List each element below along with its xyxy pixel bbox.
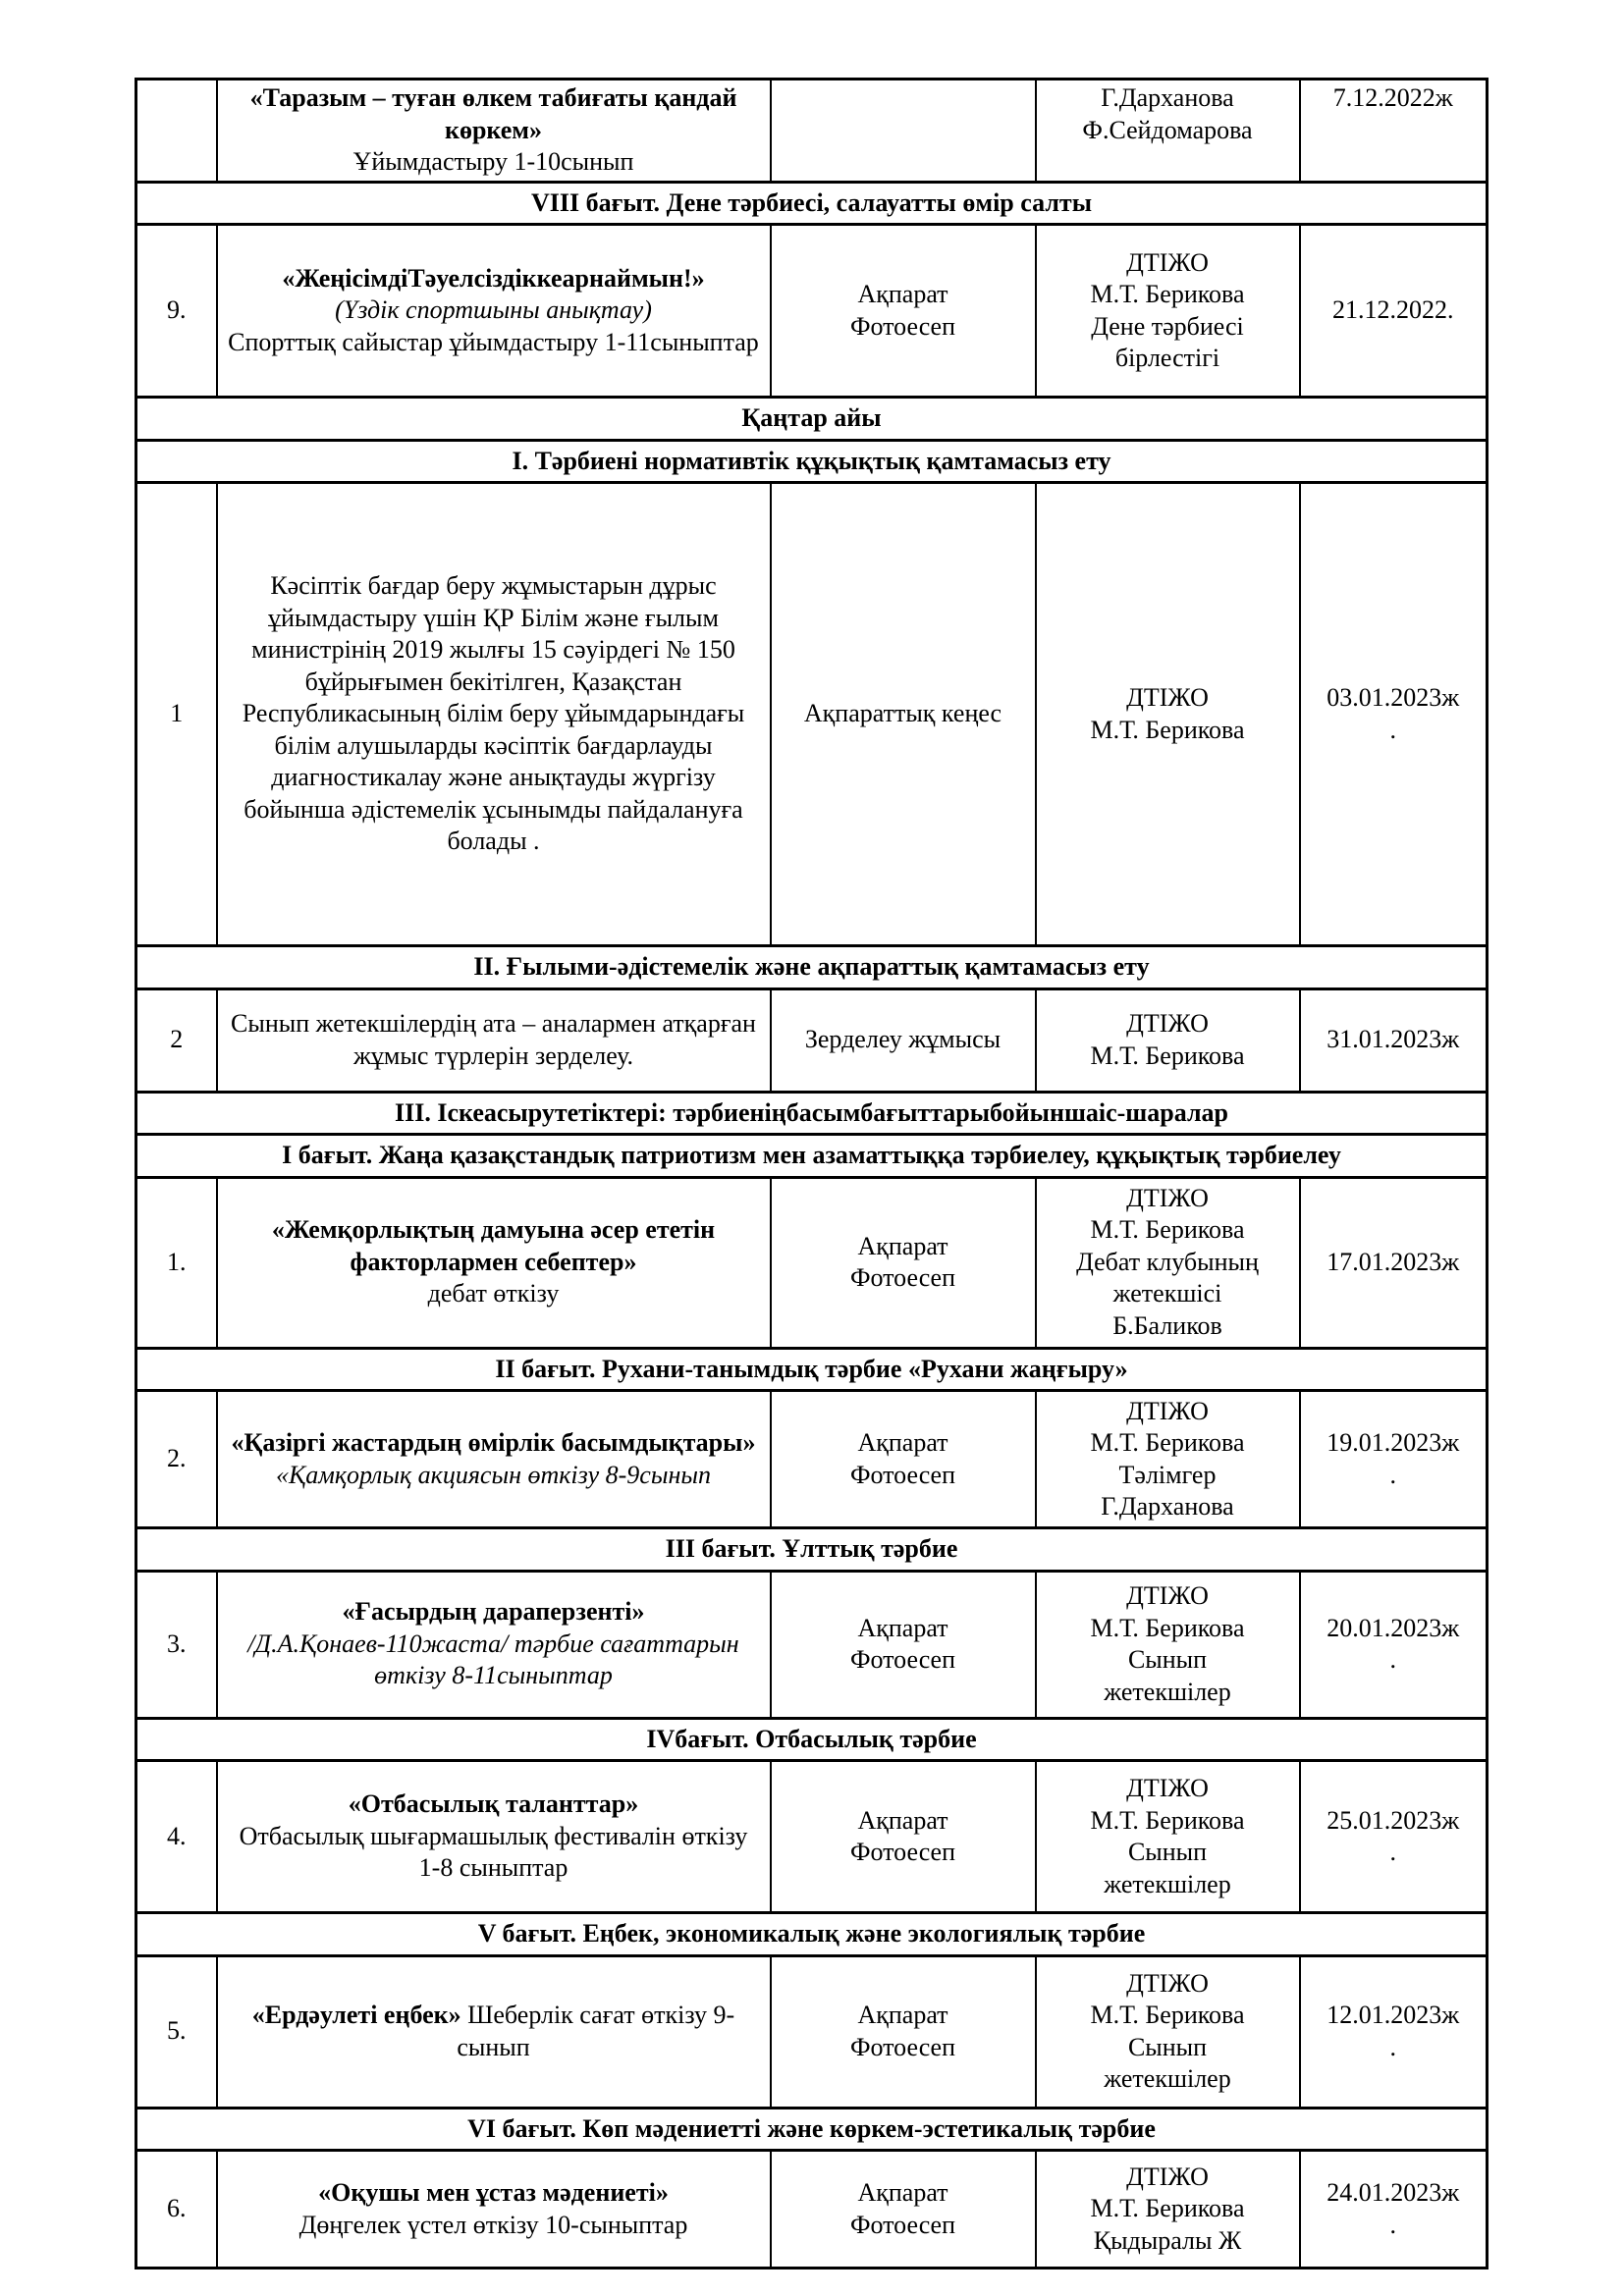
date-line: 19.01.2023ж bbox=[1326, 1428, 1460, 1457]
item-row bbox=[136, 1391, 1488, 1528]
section-title: І. Тәрбиені нормативтік құқықтық қамтамасыз ету bbox=[136, 440, 1488, 483]
responsible-line: М.Т. Берикова bbox=[1090, 1428, 1245, 1457]
responsible-line: ДТІЖО bbox=[1126, 1774, 1209, 1802]
event-line bbox=[224, 1278, 764, 1310]
format-cell bbox=[771, 225, 1036, 398]
event-text-segment: Ұйымдастыру 1-10сынып bbox=[352, 147, 634, 176]
event-text-segment: 1-8 сыныптар bbox=[418, 1853, 568, 1883]
responsible-line: жетекшісі bbox=[1112, 1279, 1222, 1308]
section-title: І бағыт. Жаңа қазақстандық патриотизм мен азаматтыққа тәрбиелеу, құқықтық тәрбиелеу bbox=[136, 1135, 1488, 1178]
format-cell bbox=[771, 1955, 1036, 2108]
format-cell bbox=[771, 2151, 1036, 2269]
date-line: . bbox=[1389, 2210, 1396, 2239]
responsible-line: М.Т. Берикова bbox=[1090, 1215, 1245, 1245]
format-line: Ақпарат bbox=[857, 1428, 948, 1457]
event-line bbox=[224, 1596, 764, 1629]
format-line: Фотоесеп bbox=[849, 1645, 956, 1674]
date-cell bbox=[1300, 1761, 1488, 1913]
event-cell bbox=[217, 2151, 771, 2269]
item-row bbox=[136, 483, 1488, 946]
date-line: 03.01.2023ж bbox=[1326, 683, 1460, 712]
event-text-segment: дебат өткізу bbox=[427, 1279, 560, 1308]
format-line: Фотоесеп bbox=[849, 1263, 956, 1292]
event-text-segment: Спорттық сайыстар ұйымдастыру 1-11сыныптар bbox=[228, 327, 759, 356]
section-title: V бағыт. Еңбек, экономикалық және экологиялық тәрбие bbox=[136, 1913, 1488, 1956]
responsible-line: жетекшілер bbox=[1104, 2064, 1231, 2093]
responsible-line: М.Т. Берикова bbox=[1090, 1041, 1245, 1070]
format-cell bbox=[771, 80, 1036, 183]
event-text-segment: Шеберлік сағат өткізу 9-сынып bbox=[457, 2001, 735, 2061]
row-number-cell: 2 bbox=[136, 988, 217, 1092]
format-line: Ақпарат bbox=[857, 1231, 948, 1260]
event-line bbox=[224, 1427, 764, 1491]
date-line: . bbox=[1389, 2032, 1396, 2061]
section-row bbox=[136, 1528, 1488, 1572]
responsible-line: жетекшілер bbox=[1104, 1869, 1231, 1898]
responsible-line: Г.Дарханова bbox=[1101, 83, 1234, 112]
item-row bbox=[136, 988, 1488, 1092]
date-cell bbox=[1300, 1955, 1488, 2108]
section-row bbox=[136, 1092, 1488, 1135]
date-line: 25.01.2023ж bbox=[1326, 1805, 1460, 1835]
item-row bbox=[136, 2151, 1488, 2269]
section-row bbox=[136, 1348, 1488, 1391]
date-cell bbox=[1300, 80, 1488, 183]
format-cell bbox=[771, 988, 1036, 1092]
row-number-cell: 1 bbox=[136, 483, 217, 946]
row-number-cell: 3. bbox=[136, 1571, 217, 1718]
responsible-cell bbox=[1036, 483, 1300, 946]
responsible-line: М.Т. Берикова bbox=[1090, 715, 1245, 744]
responsible-line: ДТІЖО bbox=[1126, 1968, 1209, 1998]
responsible-line: М.Т. Берикова bbox=[1090, 2194, 1245, 2223]
event-text-segment: Отбасылық шығармашылық фестивалін өткізу bbox=[239, 1821, 748, 1850]
format-line: Ақпарат bbox=[857, 2001, 948, 2029]
section-row bbox=[136, 1135, 1488, 1178]
event-line bbox=[224, 2177, 764, 2210]
date-line: 7.12.2022ж bbox=[1332, 83, 1453, 112]
format-cell bbox=[771, 1177, 1036, 1348]
event-line bbox=[224, 570, 764, 858]
responsible-line: ДТІЖО bbox=[1126, 1183, 1209, 1212]
event-cell bbox=[217, 1761, 771, 1913]
event-line bbox=[224, 327, 764, 359]
format-line: Ақпарат bbox=[857, 1613, 948, 1642]
date-cell bbox=[1300, 1177, 1488, 1348]
responsible-line: Ф.Сейдомарова bbox=[1082, 115, 1253, 144]
event-line bbox=[224, 294, 764, 327]
format-cell bbox=[771, 483, 1036, 946]
event-cell bbox=[217, 1177, 771, 1348]
format-cell bbox=[771, 1571, 1036, 1718]
responsible-line: Дене тәрбиесі bbox=[1091, 311, 1244, 341]
row-number-cell: 1. bbox=[136, 1177, 217, 1348]
responsible-cell bbox=[1036, 1761, 1300, 1913]
responsible-line: М.Т. Берикова bbox=[1090, 2001, 1245, 2029]
section-title: Қаңтар айы bbox=[136, 398, 1488, 441]
event-cell bbox=[217, 483, 771, 946]
section-row bbox=[136, 182, 1488, 225]
format-line: Ақпарат bbox=[857, 280, 948, 308]
responsible-line: ДТІЖО bbox=[1126, 1581, 1209, 1610]
section-title: VI бағыт. Көп мәдениетті және көркем-эстетикалық тәрбие bbox=[136, 2108, 1488, 2151]
format-line: Фотоесеп bbox=[849, 2032, 956, 2061]
format-line: Ақпарат bbox=[857, 2178, 948, 2207]
section-row bbox=[136, 398, 1488, 441]
format-line: Ақпарат bbox=[857, 1805, 948, 1835]
event-text-segment: «ЖеңісімдіТәуелсіздіккеарнаймын!» bbox=[282, 263, 705, 293]
date-line: . bbox=[1389, 1645, 1396, 1674]
event-line bbox=[224, 146, 764, 179]
date-cell bbox=[1300, 1391, 1488, 1528]
responsible-line: ДТІЖО bbox=[1126, 247, 1209, 277]
date-line: 12.01.2023ж bbox=[1326, 2001, 1460, 2029]
date-cell bbox=[1300, 2151, 1488, 2269]
event-cell bbox=[217, 1955, 771, 2108]
event-text-segment: «Қазіргі жастардың өмірлік басымдықтары» bbox=[231, 1428, 756, 1457]
date-line: 17.01.2023ж bbox=[1326, 1247, 1460, 1276]
event-cell bbox=[217, 1571, 771, 1718]
date-cell bbox=[1300, 225, 1488, 398]
event-cell bbox=[217, 80, 771, 183]
responsible-line: ДТІЖО bbox=[1126, 683, 1209, 712]
format-line: Фотоесеп bbox=[849, 311, 956, 341]
event-line bbox=[224, 2000, 764, 2063]
item-row bbox=[136, 225, 1488, 398]
item-row bbox=[136, 1177, 1488, 1348]
responsible-cell bbox=[1036, 1955, 1300, 2108]
event-text-segment: Кәсіптік бағдар беру жұмыстарын дұрыс ұйымдастыру үшін ҚР Білім және ғылым министрінің 2019 жылғы 15 сәуірдегі № 150 бұйрығымен бекітілген, Қазақстан Республикасының білім беру ұйымдарындағы білім алушыларды кәсіптік бағдарлауды диагностикалау және анықтауды жүргізу бойынша әдістемелік ұсынымды пайдалануға болады . bbox=[242, 571, 745, 856]
date-line: 20.01.2023ж bbox=[1326, 1613, 1460, 1642]
responsible-cell bbox=[1036, 988, 1300, 1092]
date-cell bbox=[1300, 1571, 1488, 1718]
event-cell bbox=[217, 225, 771, 398]
row-number-cell: 4. bbox=[136, 1761, 217, 1913]
section-row bbox=[136, 2108, 1488, 2151]
event-text-segment: /Д.А.Қонаев-110жаста/ тәрбие сағаттарын өткізу 8-11сыныптар bbox=[247, 1629, 739, 1690]
event-line bbox=[224, 2210, 764, 2242]
event-text-segment: (Үздік спортшыны анықтау) bbox=[335, 295, 652, 325]
date-line: . bbox=[1389, 1838, 1396, 1866]
date-cell bbox=[1300, 483, 1488, 946]
section-title: ІІ бағыт. Рухани-танымдық тәрбие «Рухани жаңғыру» bbox=[136, 1348, 1488, 1391]
format-line: Зерделеу жұмысы bbox=[804, 1025, 1001, 1054]
section-row bbox=[136, 440, 1488, 483]
section-title: ІІІ бағыт. Ұлттық тәрбие bbox=[136, 1528, 1488, 1572]
event-text-segment: «Ердәулеті еңбек» bbox=[251, 2001, 468, 2029]
responsible-line: ДТІЖО bbox=[1126, 1396, 1209, 1425]
date-line: . bbox=[1389, 715, 1396, 744]
section-title: ІІІ. Іскеасырутетіктері: тәрбиеніңбасымбағыттарыбойыншаіс-шаралар bbox=[136, 1092, 1488, 1135]
responsible-line: ДТІЖО bbox=[1126, 1009, 1209, 1038]
item-row bbox=[136, 1761, 1488, 1913]
responsible-cell bbox=[1036, 80, 1300, 183]
event-text-segment: Дөңгелек үстел өткізу 10-сыныптар bbox=[298, 2210, 688, 2239]
responsible-line: М.Т. Берикова bbox=[1090, 1805, 1245, 1835]
row-number-cell: 2. bbox=[136, 1391, 217, 1528]
responsible-line: Дебат клубының bbox=[1076, 1247, 1259, 1276]
responsible-line: Сынып bbox=[1127, 2032, 1208, 2061]
item-row bbox=[136, 80, 1488, 183]
row-number-cell bbox=[136, 80, 217, 183]
responsible-line: Б.Баликов bbox=[1112, 1310, 1222, 1340]
section-title: VIII бағыт. Дене тәрбиесі, салауатты өмір салты bbox=[136, 182, 1488, 225]
responsible-line: бірлестігі bbox=[1114, 344, 1220, 372]
event-line bbox=[224, 1852, 764, 1885]
event-text-segment: «Оқушы мен ұстаз мәдениеті» bbox=[318, 2178, 669, 2207]
row-number-cell: 6. bbox=[136, 2151, 217, 2269]
section-row bbox=[136, 946, 1488, 989]
section-title: IVбағыт. Отбасылық тәрбие bbox=[136, 1718, 1488, 1761]
section-row bbox=[136, 1913, 1488, 1956]
event-line bbox=[224, 1008, 764, 1072]
responsible-line: жетекшілер bbox=[1104, 1677, 1231, 1706]
item-row bbox=[136, 1955, 1488, 2108]
responsible-cell bbox=[1036, 225, 1300, 398]
responsible-cell bbox=[1036, 1571, 1300, 1718]
row-number-cell: 5. bbox=[136, 1955, 217, 2108]
event-line bbox=[224, 1821, 764, 1853]
section-row bbox=[136, 1718, 1488, 1761]
event-cell bbox=[217, 1391, 771, 1528]
format-line: Фотоесеп bbox=[849, 1460, 956, 1489]
row-number-cell: 9. bbox=[136, 225, 217, 398]
section-title: ІІ. Ғылыми-әдістемелік және ақпараттық қамтамасыз ету bbox=[136, 946, 1488, 989]
responsible-line: М.Т. Берикова bbox=[1090, 280, 1245, 308]
item-row bbox=[136, 1571, 1488, 1718]
date-line: 31.01.2023ж bbox=[1326, 1025, 1460, 1054]
format-cell bbox=[771, 1761, 1036, 1913]
event-text-segment: «Қамқорлық акциясын өткізу 8-9сынып bbox=[276, 1460, 711, 1489]
plan-table bbox=[135, 78, 1489, 2269]
event-line bbox=[224, 82, 764, 146]
date-line: 21.12.2022. bbox=[1332, 295, 1454, 325]
responsible-line: Г.Дарханова bbox=[1101, 1492, 1234, 1521]
format-cell bbox=[771, 1391, 1036, 1528]
event-line bbox=[224, 1789, 764, 1821]
responsible-line: Сынып bbox=[1127, 1838, 1208, 1866]
event-text-segment: «Отбасылық таланттар» bbox=[348, 1789, 639, 1819]
event-line bbox=[224, 263, 764, 295]
date-line: . bbox=[1389, 1460, 1396, 1489]
format-line: Ақпараттық кеңес bbox=[803, 699, 1002, 728]
responsible-line: Тәлімгер bbox=[1118, 1460, 1217, 1489]
event-text-segment: Сынып жетекшілердің ата – аналармен атқарған жұмыс түрлерін зерделеу. bbox=[231, 1009, 756, 1070]
responsible-cell bbox=[1036, 2151, 1300, 2269]
responsible-line: ДТІЖО bbox=[1126, 2162, 1209, 2191]
event-cell bbox=[217, 988, 771, 1092]
responsible-line: М.Т. Берикова bbox=[1090, 1613, 1245, 1642]
event-text-segment: «Таразым – туған өлкем табиғаты қандай көркем» bbox=[249, 83, 737, 144]
event-text-segment: «Ғасырдың дараперзенті» bbox=[342, 1597, 645, 1627]
event-text-segment: «Жемқорлықтың дамуына әсер ететін факторлармен себептер» bbox=[271, 1215, 716, 1276]
responsible-cell bbox=[1036, 1177, 1300, 1348]
format-line: Фотоесеп bbox=[849, 2210, 956, 2239]
responsible-line: Қыдыралы Ж bbox=[1093, 2225, 1242, 2255]
event-line bbox=[224, 1629, 764, 1692]
date-line: 24.01.2023ж bbox=[1326, 2178, 1460, 2207]
date-cell bbox=[1300, 988, 1488, 1092]
format-line: Фотоесеп bbox=[849, 1838, 956, 1866]
responsible-cell bbox=[1036, 1391, 1300, 1528]
event-line bbox=[224, 1214, 764, 1278]
responsible-line: Сынып bbox=[1127, 1645, 1208, 1674]
